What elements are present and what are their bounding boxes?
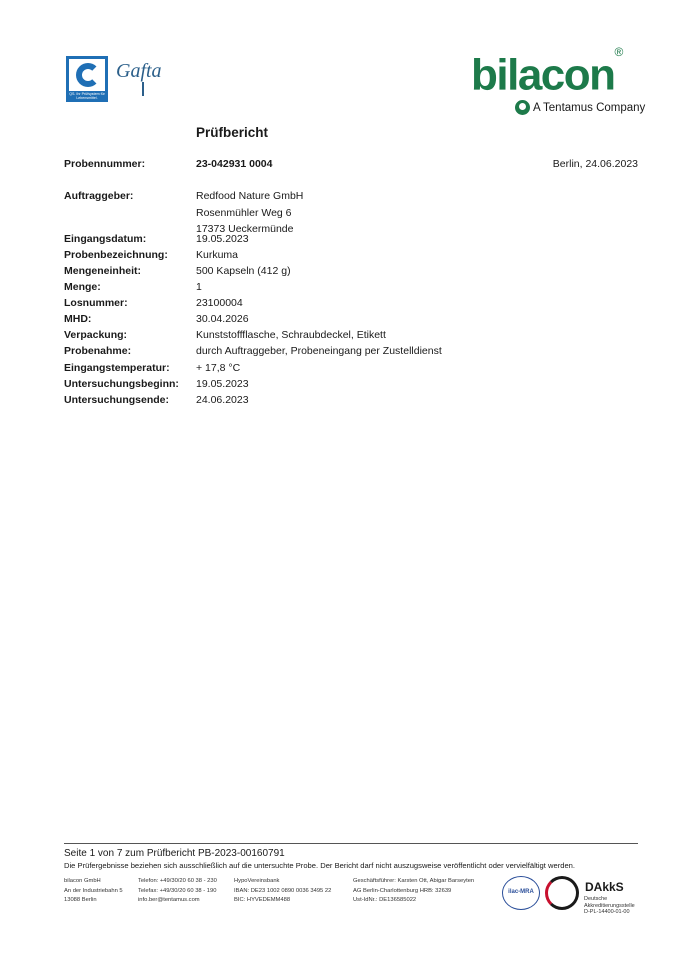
footer-page-info: Seite 1 von 7 zum Prüfbericht PB-2023-00160791 <box>64 848 285 859</box>
place-date: Berlin, 24.06.2023 <box>552 158 638 170</box>
field-label: Untersuchungsbeginn: <box>64 378 179 390</box>
footer-line: info.ber@tentamus.com <box>138 897 200 903</box>
brand-name: bilacon <box>471 50 615 100</box>
auftraggeber-address <box>196 188 303 238</box>
bilacon-logo <box>471 47 623 99</box>
footer-line: AG Berlin-Charlottenburg HRB: 32639 <box>353 887 452 894</box>
footer-line: bilacon GmbH <box>64 878 101 884</box>
footer-line: BIC: HYVEDEMM488 <box>234 897 291 903</box>
field-label: Mengeneinheit: <box>64 265 142 277</box>
footer-line: Telefon: +49/30/20 60 38 - 230 <box>138 878 217 884</box>
address-line: 17373 Ueckermünde <box>196 223 294 235</box>
qs-logo-text: QS. Ihr Prüfsystem für Lebensmittel. <box>69 92 105 100</box>
dakks-line: Akkreditierungsstelle <box>584 902 635 909</box>
footer-line: Ust-IdNr.: DE136585022 <box>353 897 417 903</box>
field-label: Losnummer: <box>64 297 128 309</box>
page-title: Prüfbericht <box>196 125 269 140</box>
footer-line: IBAN: DE23 1002 0890 0036 3495 22 <box>234 887 332 894</box>
auftraggeber-label: Auftraggeber: <box>64 190 134 202</box>
footer-company <box>64 877 123 906</box>
dakks-name: DAkkS <box>585 880 624 894</box>
field-label: MHD: <box>64 313 92 325</box>
footer-note: Die Prüfergebnisse beziehen sich ausschließlich auf die untersuchte Probe. Der Bericht darf nicht auszugsweise veröffentlicht oder vervielfältigt werden. <box>64 861 576 870</box>
dakks-line: D-PL-14400-01-00 <box>584 909 630 915</box>
field-value: + 17,8 °C <box>196 362 241 374</box>
field-value: Kurkuma <box>196 249 239 261</box>
qs-logo-inner <box>69 59 105 91</box>
field-value: 1 <box>196 281 202 293</box>
tagline-text: A Tentamus Company <box>533 101 646 114</box>
field-value: 30.04.2026 <box>196 313 249 325</box>
footer-legal <box>353 877 474 906</box>
dakks-line: Deutsche <box>584 896 608 902</box>
ilac-mra-logo <box>502 876 540 910</box>
dakks-subtitle <box>584 896 635 916</box>
field-label: Menge: <box>64 281 101 293</box>
field-label: Eingangstemperatur: <box>64 362 170 374</box>
field-value: 19.05.2023 <box>196 378 249 390</box>
field-label: Verpackung: <box>64 329 128 341</box>
footer-line: Telefax: +49/30/20 60 38 - 190 <box>138 887 217 894</box>
probennummer-value: 23-042931 0004 <box>196 158 273 170</box>
field-label: Eingangsdatum: <box>64 233 147 245</box>
footer-line: Geschäftsführer: Karsten Ott, Abigar Barseyten <box>353 878 475 884</box>
address-line: Redfood Nature GmbH <box>196 190 304 202</box>
wheat-icon <box>142 82 144 96</box>
field-value: 24.06.2023 <box>196 394 249 406</box>
tentamus-icon <box>515 100 530 115</box>
field-label: Probenahme: <box>64 345 132 357</box>
gafta-logo <box>116 60 162 83</box>
tentamus-tagline <box>515 100 645 115</box>
field-value: 19.05.2023 <box>196 233 249 245</box>
address-line: Rosenmühler Weg 6 <box>196 206 292 219</box>
qs-c-icon <box>76 63 100 87</box>
gafta-logo-text: Gafta <box>116 60 162 82</box>
footer-line: 13088 Berlin <box>64 897 97 903</box>
footer-line: HypoVereinsbank <box>234 878 280 884</box>
footer-bank <box>234 877 331 906</box>
field-label: Probenbezeichnung: <box>64 249 168 261</box>
field-value: 500 Kapseln (412 g) <box>196 265 291 277</box>
ilac-text: ilac-MRA <box>508 889 534 895</box>
dakks-logo-icon <box>545 876 579 910</box>
field-value: Kunststoffflasche, Schraubdeckel, Etikett <box>196 329 386 341</box>
footer-line: An der Industriebahn 5 <box>64 887 123 894</box>
footer-contact <box>138 877 217 906</box>
footer-divider <box>64 843 638 844</box>
registered-mark: ® <box>614 45 624 59</box>
qs-logo <box>66 56 108 102</box>
probennummer-label: Probennummer: <box>64 158 146 170</box>
field-value: durch Auftraggeber, Probeneingang per Zustelldienst <box>196 345 442 357</box>
field-label: Untersuchungsende: <box>64 394 170 406</box>
field-value: 23100004 <box>196 297 243 309</box>
